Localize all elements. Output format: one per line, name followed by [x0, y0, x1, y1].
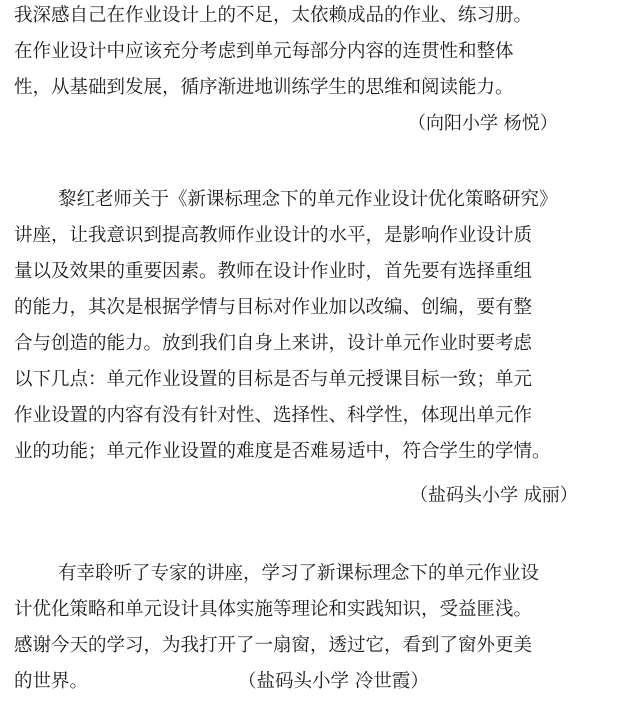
paragraph-3-line-4	[14, 668, 610, 696]
paragraph-3-line-1: 有幸聆听了专家的讲座，学习了新课标理念下的单元作业设	[58, 563, 540, 584]
paragraph-2-signature: （盐码头小学 成丽）	[410, 485, 578, 506]
paragraph-1-line-3: 性，从基础到发展，循序渐进地训练学生的思维和阅读能力。	[14, 77, 514, 98]
paragraph-3-signature: （盐码头小学 冷世霞）	[238, 671, 429, 692]
paragraph-1-line-2: 在作业设计中应该充分考虑到单元每部分内容的连贯性和整体	[14, 41, 514, 62]
paragraph-2-line-2: 讲座，让我意识到提高教师作业设计的水平，是影响作业设计质	[14, 225, 533, 246]
paragraph-2-line-5: 合与创造的能力。放到我们自身上来讲，设计单元作业时要考虑	[14, 333, 533, 354]
paragraph-2-line-7: 作业设置的内容有没有针对性、选择性、科学性，体现出单元作	[14, 405, 533, 426]
paragraph-3-line-2: 计优化策略和单元设计具体实施等理论和实践知识，受益匪浅。	[14, 599, 533, 620]
paragraph-1-signature: （向阳小学 杨悦）	[408, 113, 558, 134]
paragraph-2-line-4: 的能力，其次是根据学情与目标对作业加以改编、创编，要有整	[14, 297, 533, 318]
paragraph-2-line-3: 量以及效果的重要因素。教师在设计作业时，首先要有选择重组	[14, 261, 533, 282]
paragraph-3-line-3: 感谢今天的学习，为我打开了一扇窗，透过它，看到了窗外更美	[14, 635, 533, 656]
paragraph-3-line-4-text: 的世界。	[14, 671, 89, 692]
paragraph-2-line-1: 黎红老师关于《新课标理念下的单元作业设计优化策略研究》	[58, 189, 558, 210]
paragraph-1-line-1: 我深感自己在作业设计上的不足，太依赖成品的作业、练习册。	[14, 5, 533, 26]
paragraph-2-line-8: 业的功能；单元作业设置的难度是否难易适中，符合学生的学情。	[14, 441, 551, 462]
paragraph-2-line-6: 以下几点：单元作业设置的目标是否与单元授课目标一致；单元	[14, 369, 533, 390]
